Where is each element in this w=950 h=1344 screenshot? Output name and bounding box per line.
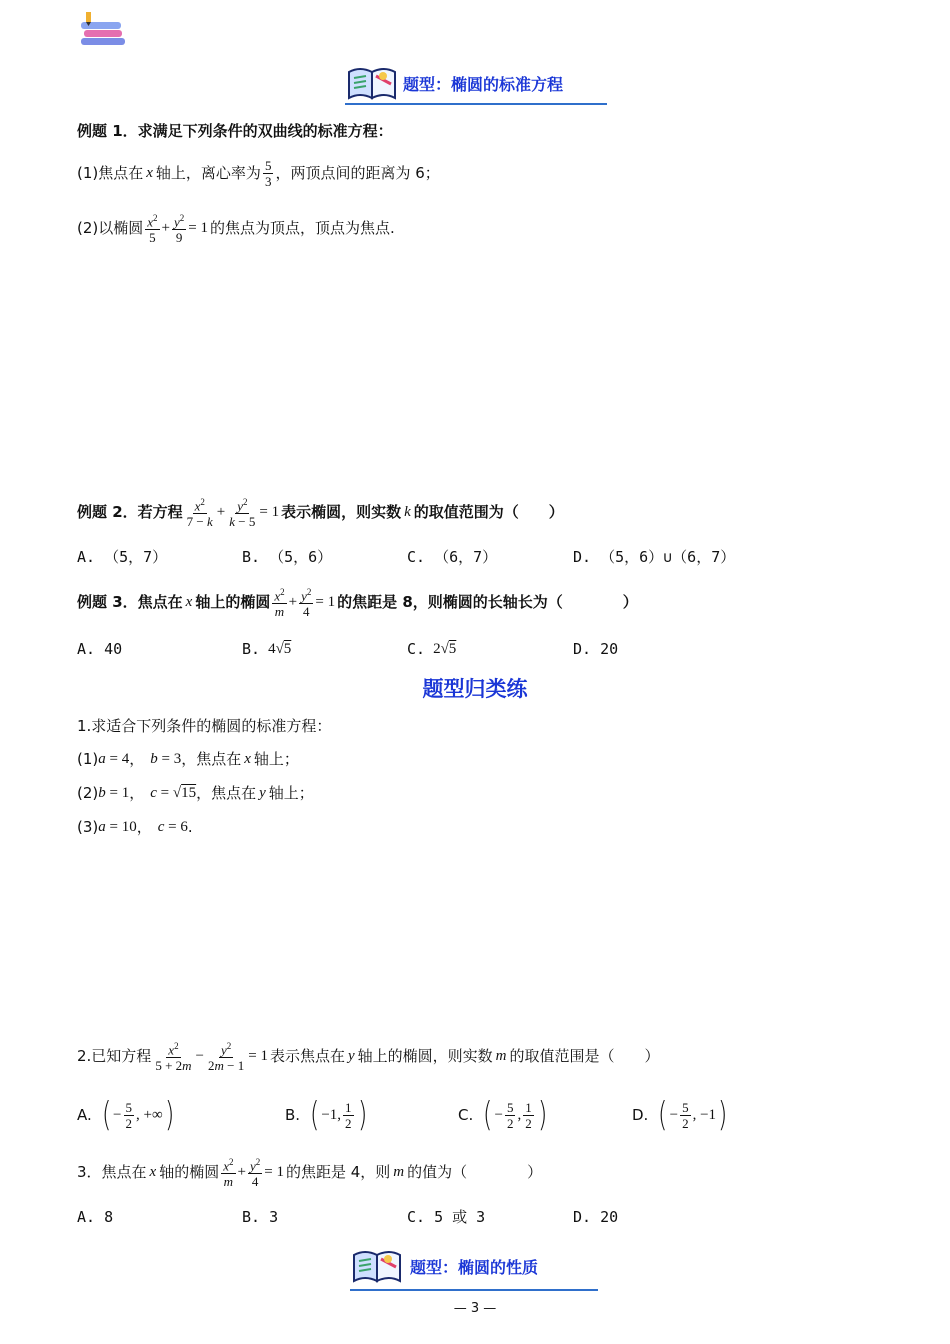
- option-a: A. 40: [77, 640, 123, 658]
- fraction: $\frac{y^2}{2m - 1}$: [208, 1040, 245, 1074]
- option-d: D. ( − $\frac{5}{2}$ , −1 ): [632, 1095, 728, 1135]
- example-1-part-1: (1)焦点在 x 轴上，离心率为 $\frac{5}{3}$ ，两顶点间的距离为 6；: [77, 157, 440, 189]
- practice-1-title: 1.求适合下列条件的椭圆的标准方程：: [77, 717, 332, 735]
- option-d: D. 20: [573, 1208, 619, 1226]
- fraction: $\frac{x^2}{7 - k}$: [186, 496, 213, 530]
- fraction: $\frac{5}{3}$: [264, 157, 272, 189]
- practice-2-question: 2.已知方程 $\frac{x^2}{5 + 2m}$ − $\frac{y^2}{2m - 1}$ = 1 表示焦点在 y 轴上的椭圆，则实数 m 的取值范围是（ ）: [77, 1040, 660, 1074]
- fraction: $\frac{y^2}{4}$: [301, 586, 312, 620]
- option-a: A. 8: [77, 1208, 114, 1226]
- practice-title: 题型归类练: [422, 677, 528, 701]
- section-underline: [350, 1289, 598, 1291]
- option-d: D. 20: [573, 640, 619, 658]
- page-number: — 3 —: [453, 1301, 497, 1316]
- practice-1-part-1: (1) a = 4 ， b = 3 ，焦点在 x 轴上；: [77, 750, 299, 768]
- section-heading: [345, 62, 607, 107]
- option-a: A. ( − $\frac{5}{2}$ , +∞ ): [77, 1095, 174, 1135]
- fraction: $\frac{x^2}{m}$: [274, 586, 285, 620]
- option-c: C. （6，7）: [407, 548, 498, 566]
- section-title: 题型：椭圆的性质: [410, 1258, 539, 1277]
- example-1-part-2: (2)以椭圆 $\frac{x^2}{5}$ + $\frac{y^2}{9}$ = 1 的焦点为顶点，顶点为焦点.: [77, 212, 395, 246]
- example-2-question: 例题 2．若方程 $\frac{x^2}{7 - k}$ + $\frac{y^2}{k - 5}$ = 1 表示椭圆，则实数 k 的取值范围为（ ）: [77, 496, 564, 530]
- option-b: B. 4√5: [242, 640, 292, 658]
- option-c: C. 5 或 3: [407, 1208, 486, 1226]
- book-stack-icon: [78, 10, 128, 50]
- option-c: C. ( − $\frac{5}{2}$ , $\frac{1}{2}$ ): [458, 1095, 548, 1135]
- section-underline: [345, 103, 607, 105]
- fraction: $\frac{x^2}{5 + 2m}$: [155, 1040, 192, 1074]
- option-a: A. （5，7）: [77, 548, 168, 566]
- open-book-icon: [345, 62, 399, 106]
- option-b: B. （5，6）: [242, 548, 333, 566]
- practice-1-part-3: (3) a = 10 ， c = 6 .: [77, 818, 193, 836]
- example-1-title: 例题 1．求满足下列条件的双曲线的标准方程：: [77, 122, 393, 140]
- fraction: $\frac{x^2}{5}$: [147, 212, 158, 246]
- practice-1-part-2: (2) b = 1 ， c = √15 ，焦点在 y 轴上；: [77, 784, 314, 802]
- fraction: $\frac{y^2}{4}$: [249, 1156, 261, 1190]
- fraction: $\frac{y^2}{9}$: [174, 212, 185, 246]
- fraction: $\frac{x^2}{m}$: [223, 1156, 234, 1190]
- section-title: 题型：椭圆的标准方程: [403, 75, 564, 94]
- option-b: B. ( −1, $\frac{1}{2}$ ): [285, 1095, 367, 1135]
- open-book-icon: [350, 1245, 404, 1289]
- practice-3-question: 3．焦点在 x 轴的椭圆 $\frac{x^2}{m}$ + $\frac{y^2}{4}$ = 1 的焦距是 4，则 m 的值为（ ）: [77, 1156, 543, 1190]
- option-d: D. （5，6）∪（6，7）: [573, 548, 736, 566]
- option-b: B. 3: [242, 1208, 279, 1226]
- option-c: C. 2√5: [407, 640, 457, 658]
- section-heading: [350, 1245, 598, 1293]
- example-3-question: 例题 3．焦点在 x 轴上的椭圆 $\frac{x^2}{m}$ + $\frac{y^2}{4}$ = 1 的焦距是 8，则椭圆的长轴长为（ ）: [77, 586, 638, 620]
- fraction: $\frac{y^2}{k - 5}$: [229, 496, 256, 530]
